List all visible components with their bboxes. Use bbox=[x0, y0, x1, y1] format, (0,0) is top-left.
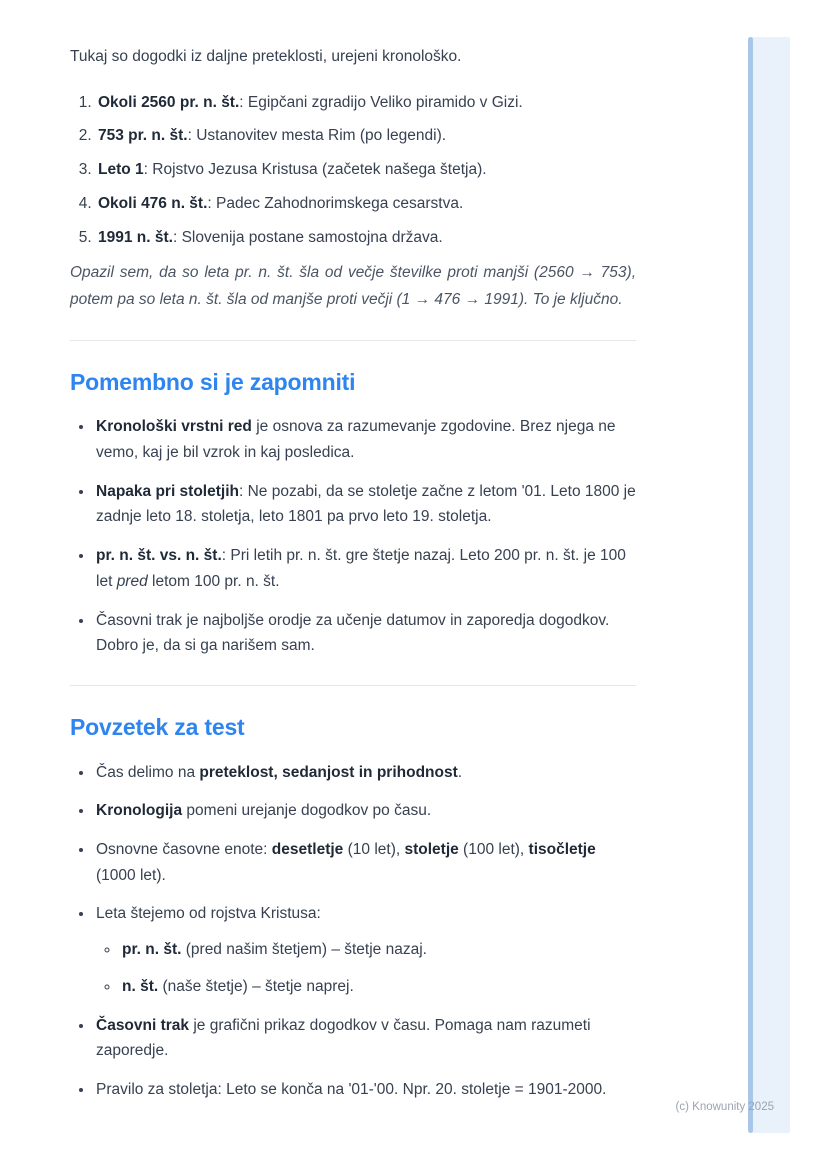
text-segment: : Ustanovitev mesta Rim (po legendi). bbox=[187, 127, 447, 145]
observation-note: Opazil sem, da so leta pr. n. št. šla od večje številke proti manjši (2560 → 753), potem pa so leta n. št. šla od manjše proti večji (1 → 476 → 1991). To je ključno. bbox=[70, 264, 636, 308]
text-segment: (pred našim štetjem) – štetje nazaj. bbox=[181, 941, 427, 959]
list-item bbox=[96, 191, 636, 217]
list-item bbox=[96, 90, 636, 116]
text-segment: : Rojstvo Jezusa Kristusa (začetek našega štetja). bbox=[143, 161, 487, 179]
sub-list bbox=[96, 937, 636, 999]
text-segment: (1000 let). bbox=[96, 866, 166, 884]
text-segment: : Egipčani zgradijo Veliko piramido v Gizi. bbox=[239, 93, 523, 111]
text-segment: pred bbox=[116, 572, 148, 590]
divider bbox=[70, 340, 636, 341]
list-item bbox=[94, 1013, 636, 1064]
text-segment: Napaka pri stoletjih bbox=[96, 482, 239, 500]
text-segment: tisočletje bbox=[528, 841, 596, 858]
text-segment: stoletje bbox=[404, 841, 459, 858]
list-item bbox=[96, 225, 636, 251]
text-segment: Pravilo za stoletja: Leto se konča na '01-'00. Npr. 20. stoletje = 1901-2000. bbox=[96, 1081, 607, 1099]
text-segment: Osnovne časovne enote: bbox=[96, 841, 272, 858]
section-title-summary: Povzetek za test bbox=[70, 713, 245, 740]
list-item bbox=[94, 760, 636, 786]
list-item bbox=[94, 414, 636, 465]
document-content bbox=[70, 36, 636, 1116]
list-item bbox=[94, 798, 636, 824]
copyright-footer: (c) Knowunity 2025 bbox=[675, 1101, 774, 1113]
text-segment: Okoli 476 n. št. bbox=[98, 194, 208, 212]
text-segment: (100 let), bbox=[458, 841, 529, 858]
scrollbar-thumb[interactable] bbox=[748, 37, 753, 1133]
list-item bbox=[96, 157, 636, 183]
text-segment: : Padec Zahodnorimskega cesarstva. bbox=[207, 194, 464, 212]
text-segment: Časovni trak bbox=[96, 1016, 190, 1034]
important-points-list bbox=[70, 414, 636, 659]
section-title-important: Pomembno si je zapomniti bbox=[70, 368, 356, 395]
scrollbar-track[interactable] bbox=[750, 37, 790, 1133]
text-segment: pr. n. št. vs. n. št. bbox=[96, 547, 222, 565]
text-segment: Časovni trak je najboljše orodje za učenje datumov in zaporedja dogodkov. Dobro je, da si ga narišem sam. bbox=[96, 611, 610, 655]
divider bbox=[70, 685, 636, 686]
text-segment: preteklost, sedanjost in prihodnost bbox=[199, 763, 458, 781]
text-segment: : Slovenija postane samostojna država. bbox=[172, 228, 443, 246]
text-segment: 753 pr. n. št. bbox=[98, 127, 188, 145]
text-segment: 1991 n. št. bbox=[98, 228, 173, 246]
text-segment: pr. n. št. bbox=[122, 941, 182, 959]
intro-paragraph: Tukaj so dogodki iz daljne preteklosti, urejeni kronološko. bbox=[70, 48, 462, 65]
text-segment: (10 let), bbox=[343, 841, 405, 858]
list-item bbox=[120, 937, 636, 963]
text-segment: Kronologija bbox=[96, 802, 183, 820]
text-segment: Kronološki vrstni red bbox=[96, 418, 252, 436]
list-item bbox=[94, 543, 636, 594]
text-segment: Leta štejemo od rojstva Kristusa: bbox=[96, 905, 321, 923]
text-segment: : Pri letih pr. n. št. gre štetje nazaj. Leto 200 pr. n. št. je 100 let bbox=[96, 547, 626, 590]
text-segment: . bbox=[457, 763, 463, 781]
text-segment: pomeni urejanje dogodkov po času. bbox=[182, 802, 432, 820]
list-item bbox=[94, 901, 636, 999]
text-segment: je osnova za razumevanje zgodovine. Brez njega ne vemo, kaj je bil vzrok in kaj posledica. bbox=[96, 418, 616, 461]
list-item bbox=[94, 837, 636, 888]
text-segment: je grafični prikaz dogodkov v času. Pomaga nam razumeti zaporedje. bbox=[96, 1016, 591, 1060]
events-ordered-list bbox=[70, 90, 636, 251]
text-segment: n. št. bbox=[122, 977, 159, 995]
list-item bbox=[96, 123, 636, 149]
text-segment: Okoli 2560 pr. n. št. bbox=[98, 93, 240, 111]
list-item bbox=[120, 974, 636, 1000]
text-segment: desetletje bbox=[271, 841, 344, 858]
text-segment: Čas delimo na bbox=[96, 763, 200, 781]
list-item bbox=[94, 479, 636, 530]
text-segment: letom 100 pr. n. št. bbox=[147, 572, 280, 590]
summary-list bbox=[70, 760, 636, 1103]
text-segment: (naše štetje) – štetje naprej. bbox=[158, 977, 354, 995]
text-segment: : Ne pozabi, da se stoletje začne z letom '01. Leto 1800 je zadnje leto 18. stoletja, leto 1801 pa prvo leto 19. stoletja. bbox=[96, 482, 636, 526]
text-segment: Leto 1 bbox=[98, 161, 144, 179]
list-item bbox=[94, 608, 636, 659]
list-item bbox=[94, 1077, 636, 1103]
